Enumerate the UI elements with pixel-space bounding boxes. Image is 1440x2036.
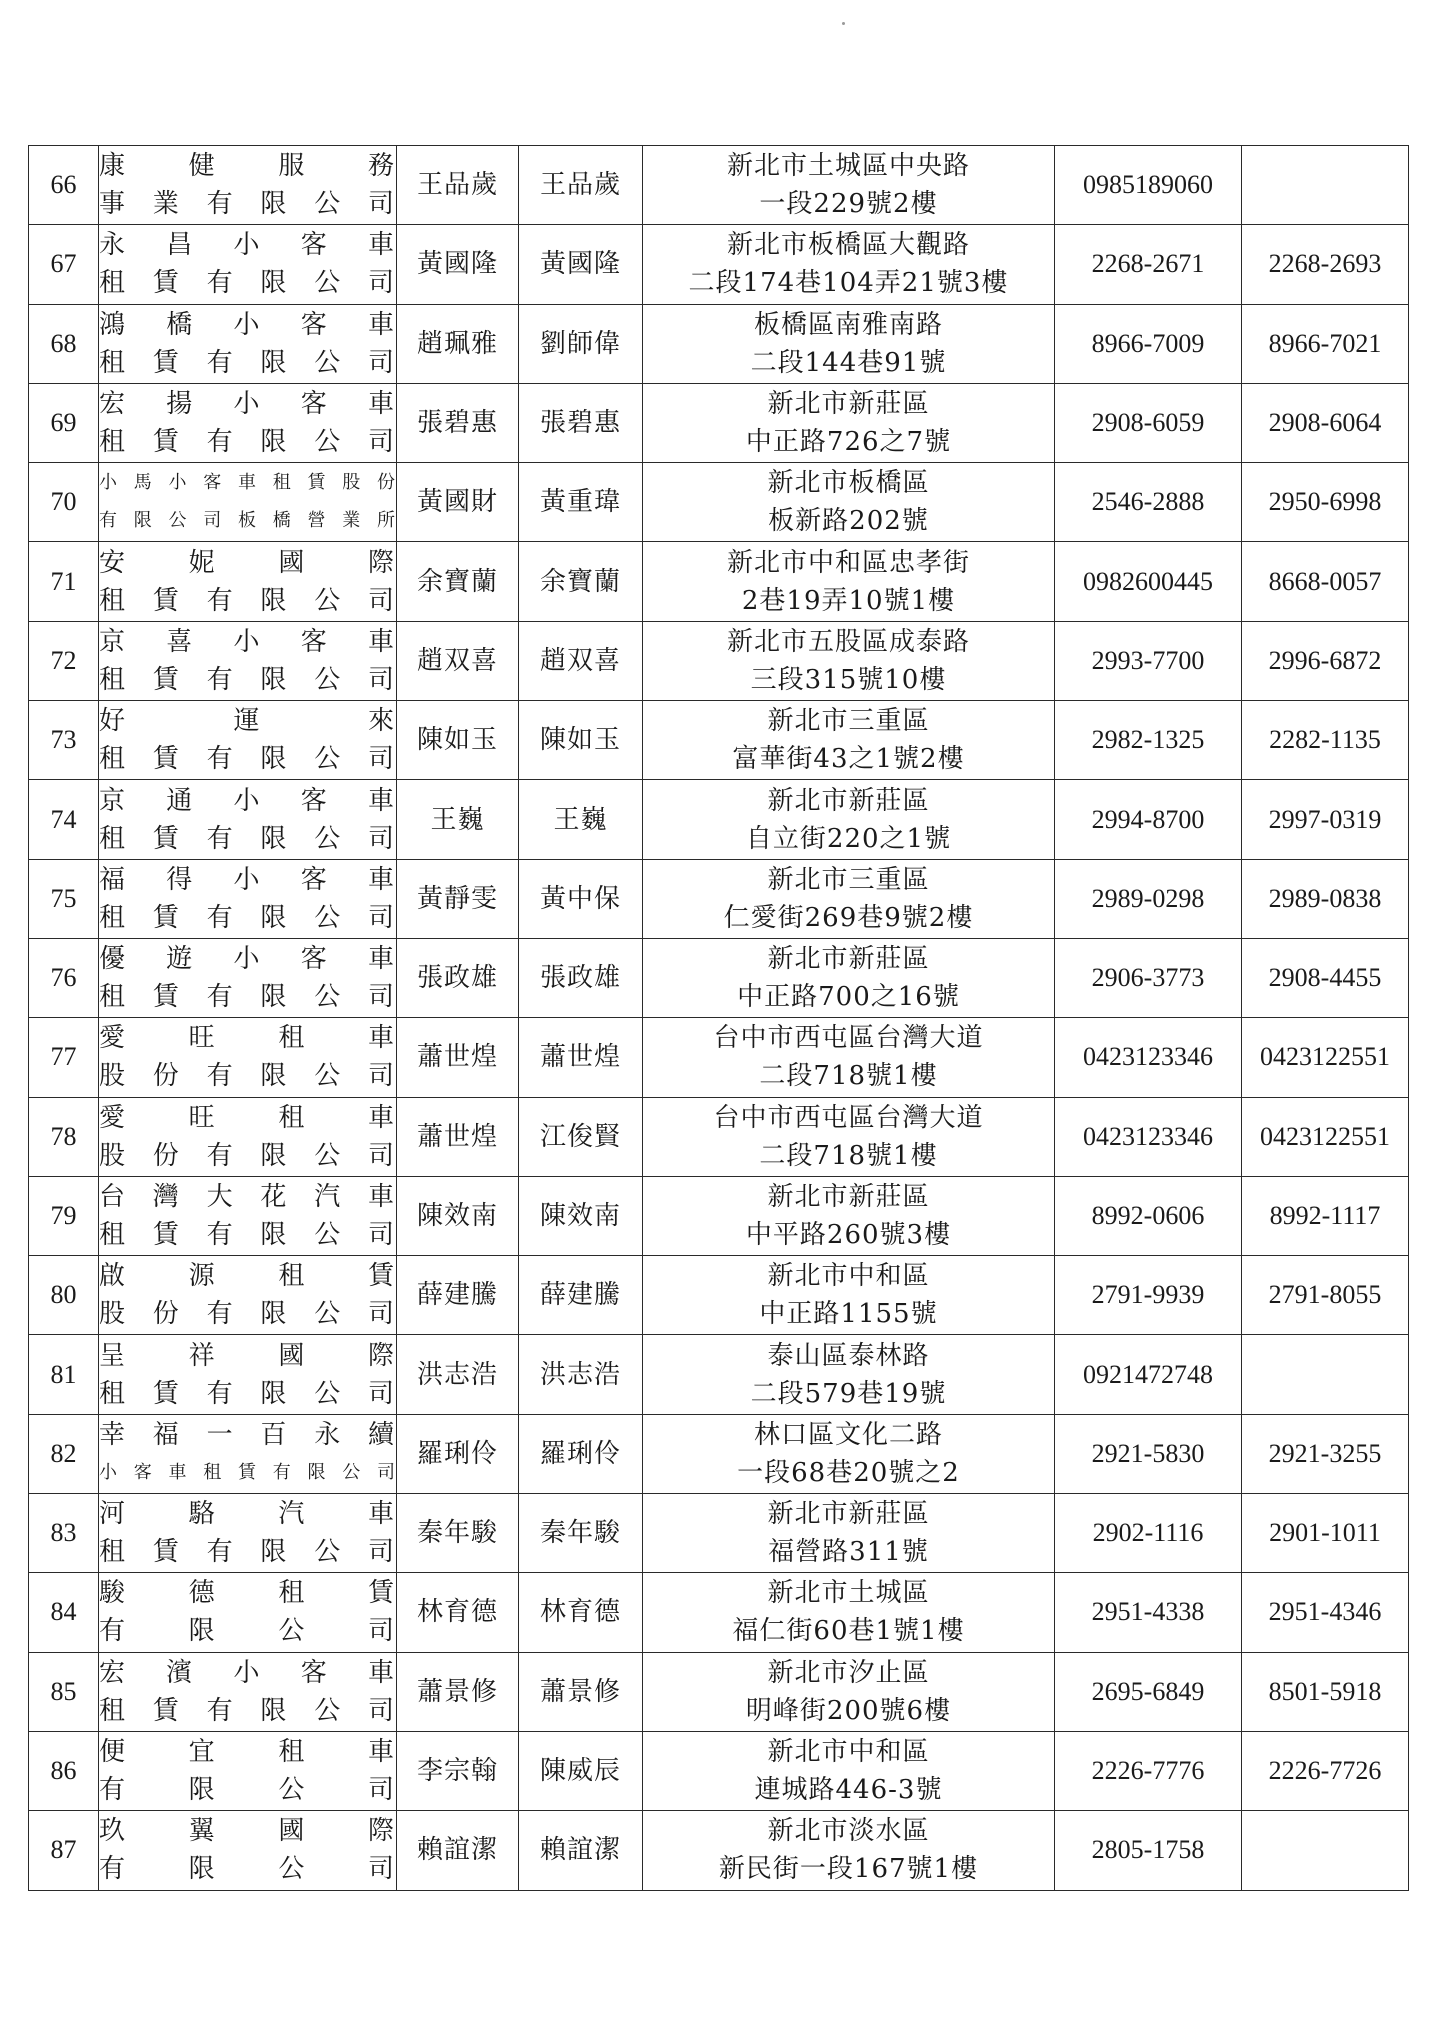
address <box>643 1494 1055 1573</box>
company-name-line: 京喜小客車 <box>99 626 396 657</box>
company-name <box>99 621 397 700</box>
address <box>643 1652 1055 1731</box>
table-row <box>29 1494 1409 1573</box>
phone-number: 0985189060 <box>1055 146 1242 225</box>
fax-number: 2921-3255 <box>1242 1414 1409 1493</box>
address-line: 新北市土城區 <box>767 1578 930 1609</box>
company-name-line: 宏揚小客車 <box>99 389 396 420</box>
fax-number: 8992-1117 <box>1242 1176 1409 1255</box>
company-name <box>99 1652 397 1731</box>
fax-number <box>1242 1335 1409 1414</box>
address <box>643 1414 1055 1493</box>
contact-person-name: 陳如玉 <box>519 701 643 780</box>
table-row <box>29 1335 1409 1414</box>
row-number: 70 <box>29 463 99 542</box>
company-name-line: 有限公司 <box>99 1775 396 1806</box>
phone-number: 2989-0298 <box>1055 859 1242 938</box>
address-line: 富華街43之1號2樓 <box>732 744 965 775</box>
phone-number: 2993-7700 <box>1055 621 1242 700</box>
table-row <box>29 463 1409 542</box>
row-number: 66 <box>29 146 99 225</box>
fax-number: 0423122551 <box>1242 1097 1409 1176</box>
row-number: 82 <box>29 1414 99 1493</box>
representative-name: 陳效南 <box>397 1176 519 1255</box>
address-line: 福仁街60巷1號1樓 <box>732 1616 965 1647</box>
row-number: 86 <box>29 1731 99 1810</box>
representative-name: 趙双喜 <box>397 621 519 700</box>
company-name <box>99 225 397 304</box>
company-name-line: 京通小客車 <box>99 785 396 816</box>
address-line: 二段174巷104弄21號3樓 <box>688 268 1009 299</box>
fax-number: 2282-1135 <box>1242 701 1409 780</box>
phone-number: 2921-5830 <box>1055 1414 1242 1493</box>
contact-person-name: 蕭世煌 <box>519 1018 643 1097</box>
phone-number: 2994-8700 <box>1055 780 1242 859</box>
address <box>643 1176 1055 1255</box>
representative-name: 蕭世煌 <box>397 1018 519 1097</box>
company-name-line: 股份有限公司 <box>99 1061 396 1092</box>
company-name-line: 租賃有限公司 <box>99 902 396 933</box>
company-name-line: 租賃有限公司 <box>99 1220 396 1250</box>
company-name-line: 租賃有限公司 <box>99 427 396 458</box>
phone-number: 2791-9939 <box>1055 1256 1242 1335</box>
company-name-line: 有限公司板橋營業所 <box>99 510 396 532</box>
company-name <box>99 1811 397 1890</box>
row-number: 73 <box>29 701 99 780</box>
address <box>643 1256 1055 1335</box>
company-name <box>99 146 397 225</box>
address <box>643 859 1055 938</box>
table-row <box>29 1811 1409 1890</box>
row-number: 71 <box>29 542 99 621</box>
representative-name: 張政雄 <box>397 938 519 1017</box>
phone-number: 2805-1758 <box>1055 1811 1242 1890</box>
address-line: 新民街一段167號1樓 <box>718 1854 979 1885</box>
address-line: 新北市新莊區 <box>767 785 930 816</box>
address-line: 二段579巷19號 <box>750 1378 947 1409</box>
contact-person-name: 陳威辰 <box>519 1731 643 1810</box>
fax-number: 2901-1011 <box>1242 1494 1409 1573</box>
company-name-line: 有限公司 <box>99 1854 396 1885</box>
company-name-line: 租賃有限公司 <box>99 823 396 854</box>
fax-number: 2951-4346 <box>1242 1573 1409 1652</box>
address-line: 二段144巷91號 <box>750 347 947 378</box>
representative-name: 蕭世煌 <box>397 1097 519 1176</box>
table-row <box>29 859 1409 938</box>
representative-name: 蕭景修 <box>397 1652 519 1731</box>
company-name-line: 駿德租賃 <box>99 1578 396 1609</box>
representative-name: 李宗翰 <box>397 1731 519 1810</box>
company-name-line: 租賃有限公司 <box>99 1378 396 1409</box>
fax-number <box>1242 1811 1409 1890</box>
row-number: 85 <box>29 1652 99 1731</box>
row-number: 72 <box>29 621 99 700</box>
table-row <box>29 1097 1409 1176</box>
phone-number: 8992-0606 <box>1055 1176 1242 1255</box>
company-name-line: 台灣大花汽車 <box>99 1182 396 1212</box>
contact-person-name: 張碧惠 <box>519 383 643 462</box>
address-line: 新北市淡水區 <box>767 1816 930 1847</box>
address-line: 一段68巷20號之2 <box>737 1457 960 1488</box>
contact-person-name: 江俊賢 <box>519 1097 643 1176</box>
company-name-line: 租賃有限公司 <box>99 1695 396 1726</box>
company-name <box>99 1731 397 1810</box>
phone-number: 2906-3773 <box>1055 938 1242 1017</box>
company-name-line: 小馬小客車租賃股份 <box>99 472 396 494</box>
address-line: 新北市新莊區 <box>767 944 930 975</box>
fax-number: 2226-7726 <box>1242 1731 1409 1810</box>
company-name-line: 租賃有限公司 <box>99 744 396 775</box>
address <box>643 1335 1055 1414</box>
address-line: 福營路311號 <box>768 1537 929 1568</box>
contact-person-name: 張政雄 <box>519 938 643 1017</box>
table-body <box>29 146 1409 1891</box>
representative-name: 余寶蘭 <box>397 542 519 621</box>
table-row <box>29 225 1409 304</box>
company-name <box>99 1335 397 1414</box>
address <box>643 1097 1055 1176</box>
fax-number: 2791-8055 <box>1242 1256 1409 1335</box>
address-line: 中平路260號3樓 <box>745 1220 952 1250</box>
table-row <box>29 1731 1409 1810</box>
company-name-line: 宏濱小客車 <box>99 1657 396 1688</box>
contact-person-name: 賴誼潔 <box>519 1811 643 1890</box>
representative-name: 秦年駿 <box>397 1494 519 1573</box>
address-line: 三段315號10樓 <box>750 664 947 695</box>
row-number: 83 <box>29 1494 99 1573</box>
company-name-line: 鴻橋小客車 <box>99 309 396 340</box>
company-name-line: 租賃有限公司 <box>99 347 396 378</box>
company-name <box>99 780 397 859</box>
representative-name: 黃靜雯 <box>397 859 519 938</box>
company-name <box>99 938 397 1017</box>
address-line: 新北市中和區 <box>767 1261 930 1292</box>
company-name <box>99 542 397 621</box>
company-name-line: 有限公司 <box>99 1616 396 1647</box>
phone-number: 2546-2888 <box>1055 463 1242 542</box>
company-name-line: 租賃有限公司 <box>99 664 396 695</box>
table-row <box>29 701 1409 780</box>
company-name-line: 優遊小客車 <box>99 944 396 975</box>
address <box>643 621 1055 700</box>
scan-speck <box>842 22 845 25</box>
table-row <box>29 1414 1409 1493</box>
fax-number: 2908-4455 <box>1242 938 1409 1017</box>
row-number: 75 <box>29 859 99 938</box>
address-line: 新北市土城區中央路 <box>726 151 970 182</box>
company-name-line: 幸福一百永續 <box>99 1419 396 1450</box>
company-name <box>99 1097 397 1176</box>
address-line: 新北市三重區 <box>767 864 930 895</box>
representative-name: 趙珮雅 <box>397 304 519 383</box>
address-line: 新北市新莊區 <box>767 389 930 420</box>
company-name-line: 好運來 <box>99 706 396 737</box>
representative-name: 王巍 <box>397 780 519 859</box>
row-number: 68 <box>29 304 99 383</box>
phone-number: 2695-6849 <box>1055 1652 1242 1731</box>
company-name <box>99 1018 397 1097</box>
fax-number: 8966-7021 <box>1242 304 1409 383</box>
company-name-line: 玖翼國際 <box>99 1816 396 1847</box>
address-line: 新北市中和區忠孝街 <box>726 547 970 578</box>
company-name-line: 小客車租賃有限公司 <box>99 1461 396 1483</box>
address-line: 二段718號1樓 <box>759 1140 938 1171</box>
company-name-line: 租賃有限公司 <box>99 585 396 616</box>
address-line: 新北市板橋區大觀路 <box>726 230 970 261</box>
company-name <box>99 1494 397 1573</box>
row-number: 74 <box>29 780 99 859</box>
representative-name: 林育德 <box>397 1573 519 1652</box>
contact-person-name: 秦年駿 <box>519 1494 643 1573</box>
address <box>643 701 1055 780</box>
phone-number: 0423123346 <box>1055 1097 1242 1176</box>
table-row <box>29 621 1409 700</box>
address-line: 自立街220之1號 <box>745 823 952 854</box>
representative-name: 張碧惠 <box>397 383 519 462</box>
table-row <box>29 938 1409 1017</box>
contact-person-name: 黃中保 <box>519 859 643 938</box>
phone-number: 8966-7009 <box>1055 304 1242 383</box>
contact-person-name: 王品歲 <box>519 146 643 225</box>
company-name-line: 永昌小客車 <box>99 230 396 261</box>
company-name <box>99 859 397 938</box>
representative-name: 黃國隆 <box>397 225 519 304</box>
address <box>643 1811 1055 1890</box>
address <box>643 463 1055 542</box>
representative-name: 王品歲 <box>397 146 519 225</box>
phone-number: 2902-1116 <box>1055 1494 1242 1573</box>
fax-number: 2908-6064 <box>1242 383 1409 462</box>
phone-number: 0982600445 <box>1055 542 1242 621</box>
address-line: 新北市五股區成泰路 <box>726 626 970 657</box>
address-line: 新北市板橋區 <box>767 468 930 499</box>
row-number: 87 <box>29 1811 99 1890</box>
representative-name: 洪志浩 <box>397 1335 519 1414</box>
company-name-line: 康 健 服 務 <box>99 151 396 182</box>
contact-person-name: 洪志浩 <box>519 1335 643 1414</box>
company-name-line: 股份有限公司 <box>99 1140 396 1171</box>
representative-name: 陳如玉 <box>397 701 519 780</box>
contact-person-name: 王巍 <box>519 780 643 859</box>
company-name-line: 便宜租車 <box>99 1737 396 1768</box>
phone-number: 2908-6059 <box>1055 383 1242 462</box>
fax-number: 2989-0838 <box>1242 859 1409 938</box>
fax-number: 0423122551 <box>1242 1018 1409 1097</box>
table-row <box>29 1018 1409 1097</box>
address-line: 連城路446-3號 <box>754 1775 943 1806</box>
row-number: 67 <box>29 225 99 304</box>
company-name-line: 河駱汽車 <box>99 1499 396 1530</box>
phone-number: 2982-1325 <box>1055 701 1242 780</box>
contact-person-name: 蕭景修 <box>519 1652 643 1731</box>
address-line: 中正路700之16號 <box>737 982 960 1013</box>
row-number: 77 <box>29 1018 99 1097</box>
rental-company-table <box>28 145 1409 1891</box>
address-line: 一段229號2樓 <box>759 189 938 220</box>
company-name <box>99 304 397 383</box>
address <box>643 225 1055 304</box>
address-line: 泰山區泰林路 <box>767 1340 930 1371</box>
company-name-line: 事業有限公司 <box>99 189 396 220</box>
company-name <box>99 1176 397 1255</box>
table-row <box>29 780 1409 859</box>
address <box>643 780 1055 859</box>
contact-person-name: 黃國隆 <box>519 225 643 304</box>
row-number: 81 <box>29 1335 99 1414</box>
contact-person-name: 趙双喜 <box>519 621 643 700</box>
phone-number: 2951-4338 <box>1055 1573 1242 1652</box>
representative-name: 賴誼潔 <box>397 1811 519 1890</box>
fax-number: 8501-5918 <box>1242 1652 1409 1731</box>
contact-person-name: 黃重瑋 <box>519 463 643 542</box>
address-line: 台中市西屯區台灣大道 <box>713 1102 984 1133</box>
phone-number: 2268-2671 <box>1055 225 1242 304</box>
company-name-line: 呈祥國際 <box>99 1340 396 1371</box>
company-name <box>99 383 397 462</box>
contact-person-name: 陳效南 <box>519 1176 643 1255</box>
company-name-line: 啟源租賃 <box>99 1261 396 1292</box>
address-line: 新北市汐止區 <box>767 1657 930 1688</box>
address-line: 2巷19弄10號1樓 <box>741 585 956 616</box>
contact-person-name: 羅琍伶 <box>519 1414 643 1493</box>
table-row <box>29 1176 1409 1255</box>
address-line: 明峰街200號6樓 <box>745 1695 952 1726</box>
table-row <box>29 304 1409 383</box>
address <box>643 383 1055 462</box>
company-name-line: 股份有限公司 <box>99 1299 396 1330</box>
fax-number <box>1242 146 1409 225</box>
address-line: 台中市西屯區台灣大道 <box>713 1023 984 1054</box>
contact-person-name: 劉師偉 <box>519 304 643 383</box>
company-name-line: 愛旺租車 <box>99 1102 396 1133</box>
address <box>643 1731 1055 1810</box>
address-line: 林口區文化二路 <box>753 1419 943 1450</box>
table-row <box>29 1652 1409 1731</box>
fax-number: 2997-0319 <box>1242 780 1409 859</box>
phone-number: 0423123346 <box>1055 1018 1242 1097</box>
address <box>643 938 1055 1017</box>
phone-number: 0921472748 <box>1055 1335 1242 1414</box>
address-line: 板新路202號 <box>768 506 929 537</box>
company-name-line: 租賃有限公司 <box>99 1537 396 1568</box>
row-number: 78 <box>29 1097 99 1176</box>
address <box>643 1018 1055 1097</box>
address-line: 新北市新莊區 <box>767 1182 930 1212</box>
row-number: 79 <box>29 1176 99 1255</box>
row-number: 84 <box>29 1573 99 1652</box>
company-name-line: 安妮國際 <box>99 547 396 578</box>
address-line: 新北市三重區 <box>767 706 930 737</box>
contact-person-name: 余寶蘭 <box>519 542 643 621</box>
fax-number: 2950-6998 <box>1242 463 1409 542</box>
address <box>643 542 1055 621</box>
contact-person-name: 薛建騰 <box>519 1256 643 1335</box>
fax-number: 8668-0057 <box>1242 542 1409 621</box>
table-row <box>29 1573 1409 1652</box>
address-line: 仁愛街269巷9號2樓 <box>723 902 974 933</box>
table-row <box>29 1256 1409 1335</box>
table-row <box>29 146 1409 225</box>
company-name <box>99 1573 397 1652</box>
address-line: 新北市中和區 <box>767 1737 930 1768</box>
company-name-line: 福得小客車 <box>99 864 396 895</box>
representative-name: 薛建騰 <box>397 1256 519 1335</box>
company-name-line: 愛旺租車 <box>99 1023 396 1054</box>
fax-number: 2996-6872 <box>1242 621 1409 700</box>
company-name <box>99 1256 397 1335</box>
table-row <box>29 542 1409 621</box>
company-name-line: 租賃有限公司 <box>99 268 396 299</box>
row-number: 80 <box>29 1256 99 1335</box>
company-name <box>99 701 397 780</box>
contact-person-name: 林育德 <box>519 1573 643 1652</box>
address-line: 二段718號1樓 <box>759 1061 938 1092</box>
address-line: 中正路1155號 <box>759 1299 938 1330</box>
phone-number: 2226-7776 <box>1055 1731 1242 1810</box>
row-number: 76 <box>29 938 99 1017</box>
fax-number: 2268-2693 <box>1242 225 1409 304</box>
address-line: 板橋區南雅南路 <box>753 309 943 340</box>
address <box>643 146 1055 225</box>
address-line: 中正路726之7號 <box>745 427 952 458</box>
company-name <box>99 463 397 542</box>
address <box>643 1573 1055 1652</box>
representative-name: 黃國財 <box>397 463 519 542</box>
row-number: 69 <box>29 383 99 462</box>
address-line: 新北市新莊區 <box>767 1499 930 1530</box>
representative-name: 羅琍伶 <box>397 1414 519 1493</box>
company-name-line: 租賃有限公司 <box>99 982 396 1013</box>
address <box>643 304 1055 383</box>
table-row <box>29 383 1409 462</box>
company-name <box>99 1414 397 1493</box>
